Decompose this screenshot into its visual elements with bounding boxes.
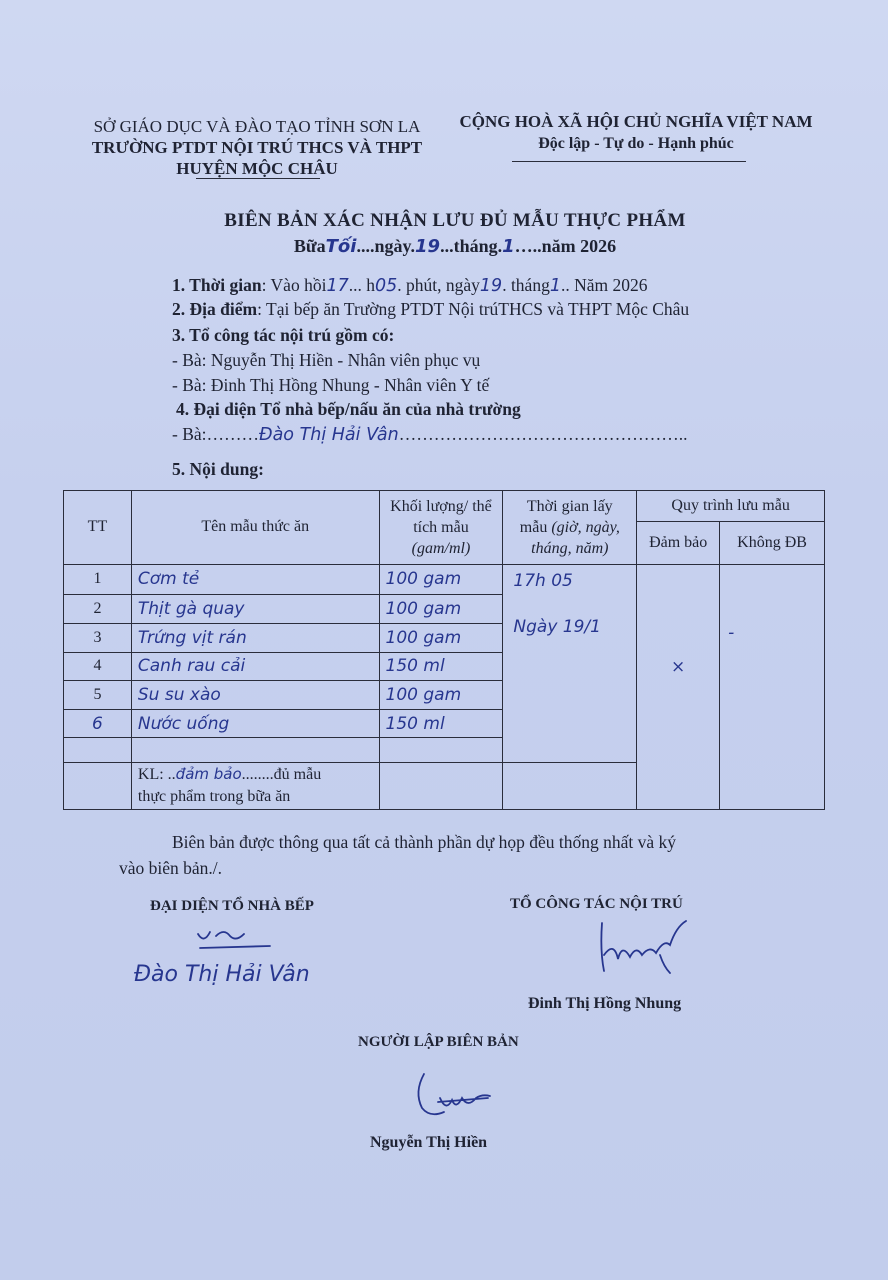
empty-cell bbox=[379, 762, 503, 809]
section-time-text-c: . phút, ngày bbox=[397, 275, 480, 295]
header-right-underline bbox=[512, 161, 746, 162]
signature-left-scribble bbox=[190, 922, 280, 952]
sign-bottom-title: NGƯỜI LẬP BIÊN BẢN bbox=[358, 1034, 519, 1050]
team-member-1: - Bà: Nguyễn Thị Hiền - Nhân viên phục vụ bbox=[172, 350, 481, 370]
subtitle-ngay-label: ....ngày. bbox=[356, 236, 416, 256]
section-location bbox=[172, 299, 689, 320]
header-tt: TT bbox=[64, 491, 132, 565]
row-tt: 2 bbox=[64, 595, 132, 624]
row-food-name: Canh rau cải bbox=[131, 652, 379, 681]
time-cell bbox=[503, 564, 637, 762]
header-time bbox=[503, 491, 637, 565]
signature-bottom-scribble bbox=[410, 1068, 500, 1120]
conclusion-cell bbox=[131, 762, 379, 809]
section-kitchen-title: 4. Đại diện Tổ nhà bếp/nấu ăn của nhà trường bbox=[176, 399, 521, 419]
header-left-line2: TRƯỜNG PTDT NỘI TRÚ THCS VÀ THPT bbox=[91, 138, 423, 157]
row-weight: 150 ml bbox=[379, 709, 503, 738]
kl-line2: thực phẩm trong bữa ăn bbox=[137, 788, 291, 806]
table-row bbox=[64, 564, 825, 595]
sign-left-handwritten-name: Đào Thị Hải Vân bbox=[134, 962, 310, 987]
time-value-2: Ngày 19/1 bbox=[513, 616, 601, 637]
empty-cell bbox=[503, 762, 637, 809]
header-right bbox=[448, 111, 824, 155]
header-left bbox=[62, 116, 452, 179]
section-location-label: 2. Địa điểm bbox=[172, 299, 258, 319]
header-weight-b: tích mẫu bbox=[413, 518, 469, 536]
row-tt: 3 bbox=[64, 623, 132, 652]
kitchen-rep-prefix: - Bà:……… bbox=[172, 424, 260, 444]
header-weight-c: (gam/ml) bbox=[411, 539, 471, 557]
row-tt: 1 bbox=[64, 564, 132, 595]
section-time-hour: 17 bbox=[326, 276, 349, 296]
section-team-title: 3. Tổ công tác nội trú gồm có: bbox=[172, 325, 395, 345]
row-tt: 6 bbox=[64, 709, 132, 738]
header-not-ok: Không ĐB bbox=[720, 521, 825, 564]
signature-right-scribble bbox=[590, 915, 700, 977]
kitchen-representative bbox=[172, 424, 688, 445]
header-weight-a: Khối lượng/ thể bbox=[390, 497, 492, 515]
header-ok: Đảm bảo bbox=[637, 521, 720, 564]
section-time-text-a: : Vào hồi bbox=[261, 275, 327, 295]
row-food-name: Thịt gà quay bbox=[131, 595, 379, 624]
row-weight: 100 gam bbox=[379, 595, 503, 624]
row-tt: 5 bbox=[64, 681, 132, 710]
kl-prefix: KL: .. bbox=[137, 766, 176, 784]
row-food-name: Cơm tẻ bbox=[131, 564, 379, 595]
section-kitchen-label bbox=[176, 399, 521, 420]
kitchen-rep-name: Đào Thị Hải Vân bbox=[259, 425, 399, 445]
sign-right-title: TỔ CÔNG TÁC NỘI TRÚ bbox=[510, 896, 683, 912]
ok-cell: × bbox=[637, 564, 720, 809]
row-food-name: Nước uống bbox=[131, 709, 379, 738]
sample-table bbox=[63, 490, 825, 810]
time-value-1: 17h 05 bbox=[513, 570, 573, 591]
subtitle-ngay-value: 19 bbox=[415, 236, 441, 257]
row-weight: 100 gam bbox=[379, 681, 503, 710]
header-process: Quy trình lưu mẫu bbox=[637, 491, 825, 522]
subtitle-bua-label: Bữa bbox=[293, 236, 326, 256]
section-time bbox=[172, 275, 648, 296]
kl-suffix: ........đủ mẫu bbox=[241, 766, 322, 784]
sign-bottom-name: Nguyễn Thị Hiền bbox=[370, 1134, 488, 1151]
section-time-text-d: . tháng bbox=[502, 275, 550, 295]
header-left-line3: HUYỆN MỘC CHÂU bbox=[176, 159, 338, 178]
section-time-day: 19 bbox=[479, 276, 503, 296]
section-time-month: 1 bbox=[549, 276, 561, 296]
subtitle-thang-value: 1 bbox=[502, 236, 515, 257]
section-location-text: : Tại bếp ăn Trường PTDT Nội trúTHCS và THPT Mộc Châu bbox=[257, 299, 690, 319]
header-time-a: Thời gian lấy bbox=[526, 497, 613, 515]
row-weight: 150 ml bbox=[379, 652, 503, 681]
kl-value: đảm bảo bbox=[175, 765, 242, 784]
section-time-text-b: ... h bbox=[348, 275, 375, 295]
closing-line-1: Biên bản được thông qua tất cả thành phần dự họp đều thống nhất và ký bbox=[172, 832, 677, 852]
team-member-2: - Bà: Đinh Thị Hồng Nhung - Nhân viên Y tế bbox=[172, 375, 490, 395]
document-subtitle bbox=[150, 236, 760, 257]
header-left-line1: SỞ GIÁO DỤC VÀ ĐÀO TẠO TỈNH SƠN LA bbox=[93, 117, 421, 136]
header-right-line1: CỘNG HOÀ XÃ HỘI CHỦ NGHĨA VIỆT NAM bbox=[459, 112, 813, 131]
row-weight: 100 gam bbox=[379, 564, 503, 595]
subtitle-nam-label: …..năm 2026 bbox=[514, 236, 617, 256]
header-left-underline bbox=[196, 178, 320, 179]
header-time-c: (giờ, ngày, bbox=[551, 518, 620, 536]
sign-right-name: Đinh Thị Hồng Nhung bbox=[528, 995, 682, 1012]
sign-left-title: ĐẠI DIỆN TỔ NHÀ BẾP bbox=[150, 898, 314, 914]
header-time-b: mẫu bbox=[519, 518, 548, 536]
empty-cell bbox=[64, 762, 132, 809]
section-team-label bbox=[172, 325, 394, 346]
header-name: Tên mẫu thức ăn bbox=[131, 491, 379, 565]
section-content-title: 5. Nội dung: bbox=[172, 459, 264, 479]
header-time-d: tháng, năm) bbox=[531, 539, 609, 557]
kitchen-rep-suffix: ………………………………………….. bbox=[398, 424, 688, 444]
subtitle-thang-label: ...tháng. bbox=[440, 236, 503, 256]
subtitle-bua-value: Tối bbox=[325, 236, 357, 257]
row-weight: 100 gam bbox=[379, 623, 503, 652]
row-food-name: Trứng vịt rán bbox=[131, 623, 379, 652]
row-tt: 4 bbox=[64, 652, 132, 681]
section-time-label: 1. Thời gian bbox=[172, 275, 262, 295]
header-weight bbox=[379, 491, 503, 565]
section-content-label bbox=[172, 459, 264, 480]
closing-line-2: vào biên bản./. bbox=[119, 858, 223, 878]
empty-cell bbox=[131, 738, 379, 763]
not-ok-cell: - bbox=[720, 564, 825, 809]
header-right-motto: Độc lập - Tự do - Hạnh phúc bbox=[538, 135, 734, 152]
row-food-name: Su su xào bbox=[131, 681, 379, 710]
empty-cell bbox=[64, 738, 132, 763]
section-time-minute: 05 bbox=[374, 276, 398, 296]
section-time-text-e: .. Năm 2026 bbox=[560, 275, 648, 295]
document-title: BIÊN BẢN XÁC NHẬN LƯU ĐỦ MẪU THỰC PHẨM bbox=[224, 210, 686, 231]
empty-cell bbox=[379, 738, 503, 763]
